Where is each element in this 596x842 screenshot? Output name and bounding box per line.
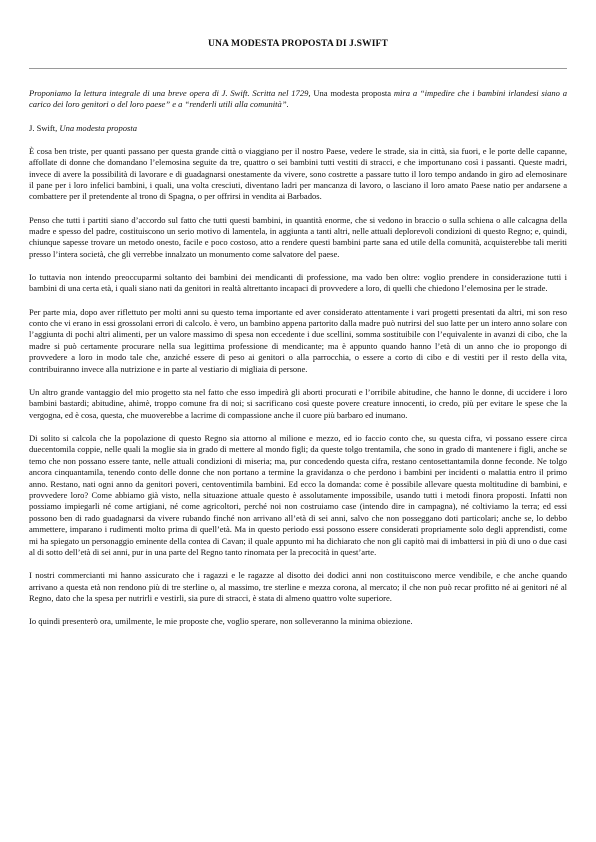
- body-paragraph-4: Per parte mia, dopo aver riflettuto per molti anni su questo tema importante ed aver considerato attentamente i vari progetti presentati da altri, mi son reso conto che vi erano in essi grossolani errori di calcolo. è vero, un bambino appena partorito dalla madre può nutrirsi del suo latte per un intero anno solare con l’aggiunta di pochi altri alimenti, per un valore massimo di spesa non eccedente i due scellini, somma sostituibile con l’equivalente in avanzi di cibo, che la madre si può certamente procurare nella sua legittima professione di mendicante; ma è appunto quando hanno l’età di un anno che io propongo di provvedere a loro in modo tale che, anziché essere di peso ai genitori o alla parrocchia, o essere a corto di cibo e di vestiti per il resto della vita, contribuiranno invece alla nutrizione e in parte al vestiario di migliaia di persone.: [29, 306, 567, 374]
- document-body: [29, 88, 567, 639]
- author-name: J. Swift,: [29, 122, 60, 133]
- body-paragraph-7: I nostri commercianti mi hanno assicurato che i ragazzi e le ragazze al disotto dei dodici anni non costituiscono merce vendibile, e che anche quando arrivano a questa età non rendono più di tre sterline o, al massimo, tre sterline e mezza corona, al mercato; il che non può recar profitto né ai genitori né al Regno, dato che la spesa per nutrirli e vestirli, sia pure di stracci, è stata di almeno quattro volte superiore.: [29, 570, 567, 603]
- body-paragraph-1: È cosa ben triste, per quanti passano per questa grande città o viaggiano per il nostro Paese, vedere le strade, sia in città, sia fuori, e le porte delle capanne, affollate di donne che domandano l’elemosina seguite da tre, quattro o sei bambini tutti vestiti di stracci, e che importunano così i passanti. Queste madri, invece di avere la possibilità di lavorare e di guadagnarsi onestamente da vivere, sono costrette a passare tutto il loro tempo andando in giro ad elemosinare il pane per i loro infelici bambini, i quali, una volta cresciuti, diventano ladri per mancanza di lavoro, o lasciano il loro amato Paese natio per andarsene a combattere per il pretendente al trono di Spagna, o per offrirsi in vendita ai Barbados.: [29, 145, 567, 202]
- author-work-title: Una modesta proposta: [59, 122, 137, 133]
- intro-text-end: mira a “impedire che i bambini irlandesi siano a carico dei loro genitori o del loro paese” e a “renderli utili alla comunità”.: [29, 88, 567, 110]
- document-title: UNA MODESTA PROPOSTA DI J.SWIFT: [208, 38, 388, 49]
- body-paragraph-3: Io tuttavia non intendo preoccuparmi soltanto dei bambini dei mendicanti di professione, ma vado ben oltre: voglio prendere in considerazione tutti i bambini di una certa età, i quali siano nati da genitori in realtà altrettanto incapaci di provvedere a loro, di quelli che chiedono l’elemosina per le strade.: [29, 272, 567, 294]
- intro-paragraph: [29, 88, 567, 111]
- author-line: [29, 123, 567, 134]
- intro-text-start: Proponiamo la lettura integrale di una breve opera di J. Swift. Scritta nel 1729,: [29, 88, 314, 98]
- title-divider: [29, 68, 567, 69]
- body-paragraph-2: Penso che tutti i partiti siano d’accordo sul fatto che tutti questi bambini, in quantità enorme, che si vedono in braccio o sulla schiena o alle calcagna della madre e spesso del padre, costituiscono un serio motivo di lamentela, in aggiunta a tanti altri, nelle attuali deplorevoli condizioni di questo Regno; e, quindi, chiunque sapesse trovare un metodo onesto, facile e poco costoso, atto a rendere questi bambini parte sana ed utile della comunità, acquisterebbe tali meriti presso l’intera società, che gli verrebbe innalzato un monumento come salvatore del paese.: [29, 214, 567, 259]
- body-paragraph-6: Di solito si calcola che la popolazione di questo Regno sia attorno al milione e mezzo, ed io faccio conto che, su questa cifra, vi possano essere circa duecentomila coppie, nelle quali la moglie sia in grado di mettere al mondo figli; da queste tolgo trentamila, che sono in grado di mantenere i figli, anche se temo che non possano essere tante, nelle attuali condizioni di miseria; ma, pur concedendo questa cifra, restano centosettantamila donne feconde. Ne tolgo ancora cinquantamila, tenendo conto delle donne che non portano a termine la gravidanza o che perdono i bambini per incidenti o malattia entro il primo anno. Restano, nati ogni anno da genitori poveri, centoventimila bambini. Ed ecco la domanda: come è possibile allevare questa moltitudine di bambini, e provvedere loro? Come abbiamo già visto, nella situazione attuale questo è assolutamente impossibile, usando tutti i metodi finora proposti. Infatti non possiamo impiegarli né come artigiani, né come agricoltori, perché noi non costruiamo case (intendo dire in campagna), né coltiviamo la terra; ed essi possono ben di rado guadagnarsi da vivere rubando finché non arrivano all’età di sei anni, salvo che non posseggano doti particolari; anche se, lo debbo ammettere, imparano i rudimenti molto prima di quell’età. Ma in questo periodo essi possono essere considerati propriamente solo degli apprendisti, come mi ha spiegato un personaggio eminente della contea di Cavan; il quale appunto mi ha dichiarato che non gli capitò mai di imbattersi in più di uno o due casi al di sotto dell’età di sei anni, pur in una parte del Regno tanto rinomata per la precocità in quest’arte.: [29, 432, 567, 557]
- body-paragraph-5: Un altro grande vantaggio del mio progetto sta nel fatto che esso impedirà gli aborti procurati e l’orribile abitudine, che hanno le donne, di uccidere i loro bambini bastardi; abitudine, ahimè, troppo comune fra di noi; si sacrificano così queste povere creature innocenti, io credo, più per evitare le spese che la vergogna, ed è cosa, questa, che muoverebbe a lacrime di compassione anche il cuore più barbaro ed inumano.: [29, 386, 567, 420]
- body-paragraph-8: Io quindi presenterò ora, umilmente, le mie proposte che, voglio sperare, non solleveranno la minima obiezione.: [29, 616, 413, 627]
- intro-work-title: Una modesta proposta: [313, 88, 392, 98]
